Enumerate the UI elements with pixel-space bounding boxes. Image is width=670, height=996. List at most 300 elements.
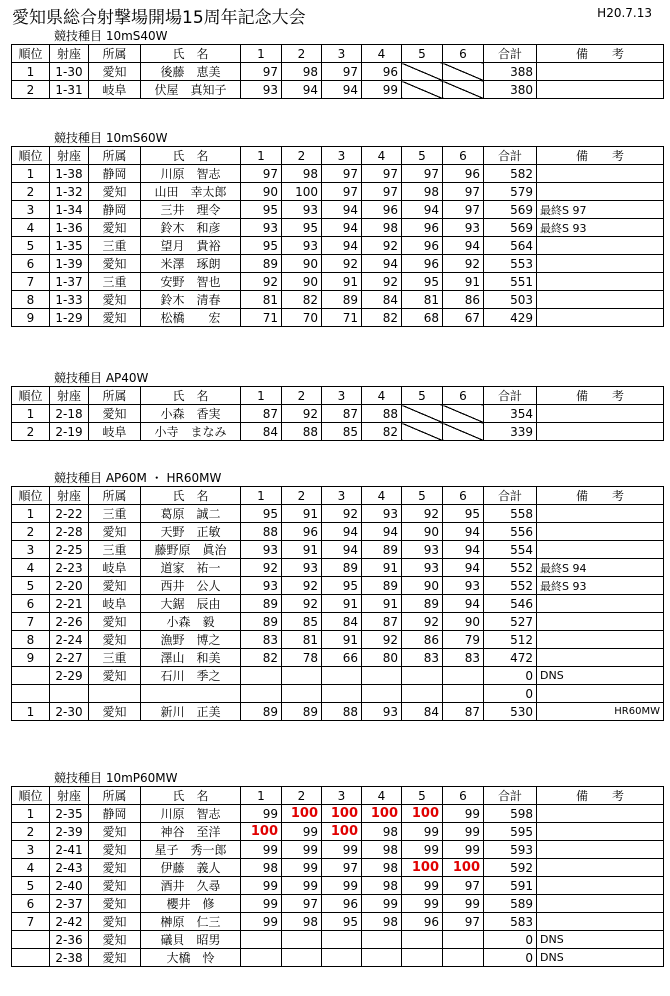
table-row	[12, 183, 664, 201]
score-cell: 70	[282, 309, 322, 327]
table-row	[12, 577, 664, 595]
note-cell	[537, 405, 664, 423]
score-cell: 99	[282, 859, 322, 877]
total-cell: 0	[484, 667, 537, 685]
total-cell: 582	[484, 165, 537, 183]
rank-cell: 8	[12, 291, 50, 309]
note-cell	[537, 291, 664, 309]
total-cell: 558	[484, 505, 537, 523]
score-cell: 98	[282, 63, 322, 81]
table-row	[12, 541, 664, 559]
score-cell: 93	[362, 505, 402, 523]
score-cell: 99	[362, 895, 402, 913]
score-cell: 100	[282, 805, 322, 823]
score-cell: 94	[322, 237, 362, 255]
score-cell: 84	[322, 613, 362, 631]
rank-cell: 7	[12, 913, 50, 931]
name-cell: 星子 秀一郎	[141, 841, 241, 859]
score-cell: 99	[402, 895, 443, 913]
column-header: 氏 名	[141, 387, 241, 405]
score-cell: 97	[241, 63, 282, 81]
score-cell: 98	[282, 913, 322, 931]
page-title: 愛知県総合射撃場開場15周年記念大会	[12, 8, 306, 28]
rank-cell: 2	[12, 423, 50, 441]
rank-cell: 1	[12, 405, 50, 423]
score-cell: 87	[241, 405, 282, 423]
column-header: 射座	[50, 487, 89, 505]
score-cell: 97	[443, 183, 484, 201]
score-cell: 86	[443, 291, 484, 309]
column-header: 2	[282, 147, 322, 165]
lane-cell: 2-29	[50, 667, 89, 685]
name-cell: 大鋸 辰由	[141, 595, 241, 613]
column-header: 備 考	[537, 147, 664, 165]
column-header: 1	[241, 147, 282, 165]
lane-cell: 1-35	[50, 237, 89, 255]
table-row	[12, 685, 664, 703]
team-cell: 愛知	[89, 667, 141, 685]
total-cell: 429	[484, 309, 537, 327]
score-cell: 92	[443, 255, 484, 273]
name-cell	[141, 685, 241, 703]
score-cell: 98	[362, 859, 402, 877]
score-cell: 92	[282, 577, 322, 595]
lane-cell: 1-34	[50, 201, 89, 219]
score-cell: 100	[443, 859, 484, 877]
total-cell: 593	[484, 841, 537, 859]
team-cell: 静岡	[89, 805, 141, 823]
score-cell: 99	[402, 841, 443, 859]
column-header: 4	[362, 45, 402, 63]
score-cell: 88	[282, 423, 322, 441]
lane-cell: 2-19	[50, 423, 89, 441]
header-row	[12, 387, 664, 405]
score-cell: 71	[322, 309, 362, 327]
total-cell: 552	[484, 577, 537, 595]
lane-cell: 1-32	[50, 183, 89, 201]
score-cell: 100	[322, 805, 362, 823]
team-cell: 愛知	[89, 823, 141, 841]
event-title: 競技種目 10mP60MW	[54, 771, 178, 785]
team-cell: 岐阜	[89, 423, 141, 441]
score-cell: 95	[282, 219, 322, 237]
score-cell: 92	[402, 613, 443, 631]
score-cell	[282, 667, 322, 685]
total-cell: 388	[484, 63, 537, 81]
score-cell	[443, 405, 484, 423]
score-cell: 97	[362, 165, 402, 183]
score-cell: 87	[322, 405, 362, 423]
total-cell: 503	[484, 291, 537, 309]
note-cell	[537, 505, 664, 523]
total-cell: 589	[484, 895, 537, 913]
rank-cell: 2	[12, 183, 50, 201]
score-cell	[241, 949, 282, 967]
score-cell	[443, 423, 484, 441]
name-cell: 新川 正美	[141, 703, 241, 721]
score-cell	[443, 931, 484, 949]
table-row	[12, 595, 664, 613]
score-cell: 99	[443, 823, 484, 841]
score-cell: 100	[402, 805, 443, 823]
team-cell: 愛知	[89, 183, 141, 201]
lane-cell: 1-36	[50, 219, 89, 237]
lane-cell: 2-35	[50, 805, 89, 823]
rank-cell: 1	[12, 703, 50, 721]
header-row	[12, 787, 664, 805]
score-cell: 88	[362, 405, 402, 423]
total-cell: 554	[484, 541, 537, 559]
note-cell	[537, 895, 664, 913]
rank-cell: 2	[12, 523, 50, 541]
rank-cell: 9	[12, 309, 50, 327]
score-cell: 90	[402, 523, 443, 541]
score-cell	[402, 667, 443, 685]
note-cell	[537, 649, 664, 667]
score-cell: 99	[282, 877, 322, 895]
score-cell: 98	[402, 183, 443, 201]
name-cell: 伊藤 義人	[141, 859, 241, 877]
score-cell: 80	[362, 649, 402, 667]
rank-cell: 1	[12, 63, 50, 81]
column-header: 備 考	[537, 487, 664, 505]
total-cell: 551	[484, 273, 537, 291]
score-cell: 89	[362, 541, 402, 559]
column-header: 4	[362, 487, 402, 505]
name-cell: 三井 理令	[141, 201, 241, 219]
score-cell	[443, 667, 484, 685]
column-header: 6	[443, 147, 484, 165]
table-row	[12, 81, 664, 99]
lane-cell: 2-18	[50, 405, 89, 423]
rank-cell: 5	[12, 237, 50, 255]
column-header: 備 考	[537, 387, 664, 405]
team-cell: 愛知	[89, 309, 141, 327]
team-cell: 静岡	[89, 165, 141, 183]
results-table	[11, 146, 664, 327]
note-cell: DNS	[537, 949, 664, 967]
name-cell: 澤山 和美	[141, 649, 241, 667]
score-cell: 99	[241, 841, 282, 859]
rank-cell: 3	[12, 541, 50, 559]
score-cell	[322, 685, 362, 703]
rank-cell: 9	[12, 649, 50, 667]
team-cell: 愛知	[89, 877, 141, 895]
column-header: 射座	[50, 147, 89, 165]
rank-cell	[12, 667, 50, 685]
score-cell: 89	[322, 291, 362, 309]
score-cell: 99	[282, 841, 322, 859]
name-cell: 望月 貴裕	[141, 237, 241, 255]
score-cell: 82	[362, 423, 402, 441]
rank-cell: 5	[12, 877, 50, 895]
note-cell: 最終S 93	[537, 219, 664, 237]
score-cell	[402, 949, 443, 967]
rank-cell: 1	[12, 505, 50, 523]
name-cell: 榊原 仁三	[141, 913, 241, 931]
lane-cell: 2-38	[50, 949, 89, 967]
total-cell: 556	[484, 523, 537, 541]
rank-cell: 5	[12, 577, 50, 595]
score-cell	[362, 685, 402, 703]
score-cell: 96	[322, 895, 362, 913]
score-cell: 78	[282, 649, 322, 667]
column-header: 2	[282, 487, 322, 505]
score-cell: 94	[322, 81, 362, 99]
score-cell: 83	[402, 649, 443, 667]
lane-cell: 2-43	[50, 859, 89, 877]
team-cell: 岐阜	[89, 81, 141, 99]
column-header: 3	[322, 147, 362, 165]
score-cell: 93	[402, 541, 443, 559]
name-cell: 大橋 怜	[141, 949, 241, 967]
total-cell: 595	[484, 823, 537, 841]
column-header: 5	[402, 45, 443, 63]
score-cell: 94	[322, 201, 362, 219]
score-cell: 96	[402, 219, 443, 237]
score-cell: 66	[322, 649, 362, 667]
score-cell: 92	[362, 631, 402, 649]
column-header: 備 考	[537, 45, 664, 63]
score-cell: 96	[362, 63, 402, 81]
score-cell: 93	[443, 577, 484, 595]
column-header: 4	[362, 387, 402, 405]
lane-cell: 2-41	[50, 841, 89, 859]
score-cell: 68	[402, 309, 443, 327]
column-header: 6	[443, 487, 484, 505]
name-cell: 後藤 恵美	[141, 63, 241, 81]
rank-cell: 1	[12, 805, 50, 823]
table-row	[12, 841, 664, 859]
column-header: 氏 名	[141, 45, 241, 63]
score-cell: 92	[362, 273, 402, 291]
table-row	[12, 201, 664, 219]
note-cell	[537, 841, 664, 859]
lane-cell: 1-37	[50, 273, 89, 291]
column-header: 合計	[484, 387, 537, 405]
team-cell: 愛知	[89, 219, 141, 237]
team-cell: 岐阜	[89, 595, 141, 613]
score-cell: 92	[241, 273, 282, 291]
name-cell: 櫻井 修	[141, 895, 241, 913]
rank-cell: 7	[12, 273, 50, 291]
column-header: 氏 名	[141, 487, 241, 505]
column-header: 4	[362, 787, 402, 805]
score-cell: 94	[443, 559, 484, 577]
name-cell: 道家 祐一	[141, 559, 241, 577]
score-cell: 90	[443, 613, 484, 631]
score-cell: 99	[443, 841, 484, 859]
table-row	[12, 423, 664, 441]
name-cell: 川原 智志	[141, 805, 241, 823]
team-cell: 三重	[89, 541, 141, 559]
score-cell: 95	[241, 505, 282, 523]
score-cell: 99	[241, 913, 282, 931]
note-cell	[537, 631, 664, 649]
score-cell: 94	[282, 81, 322, 99]
score-cell: 83	[241, 631, 282, 649]
team-cell: 静岡	[89, 201, 141, 219]
rank-cell: 7	[12, 613, 50, 631]
score-cell: 91	[322, 595, 362, 613]
score-cell: 95	[241, 237, 282, 255]
lane-cell: 1-31	[50, 81, 89, 99]
rank-cell: 1	[12, 165, 50, 183]
name-cell: 山田 幸太郎	[141, 183, 241, 201]
score-cell: 94	[443, 595, 484, 613]
table-row	[12, 405, 664, 423]
total-cell: 354	[484, 405, 537, 423]
name-cell: 小寺 まなみ	[141, 423, 241, 441]
column-header: 合計	[484, 487, 537, 505]
score-cell: 96	[402, 255, 443, 273]
lane-cell: 2-39	[50, 823, 89, 841]
lane-cell: 2-42	[50, 913, 89, 931]
team-cell: 岐阜	[89, 559, 141, 577]
results-table	[11, 44, 664, 99]
column-header: 合計	[484, 787, 537, 805]
header-row	[12, 487, 664, 505]
table-row	[12, 559, 664, 577]
score-cell: 97	[443, 913, 484, 931]
score-cell: 91	[362, 559, 402, 577]
note-cell	[537, 165, 664, 183]
team-cell: 愛知	[89, 523, 141, 541]
score-cell: 92	[322, 505, 362, 523]
score-cell: 95	[241, 201, 282, 219]
name-cell: 米澤 琢朗	[141, 255, 241, 273]
score-cell	[402, 63, 443, 81]
score-cell: 98	[362, 219, 402, 237]
score-cell: 99	[241, 805, 282, 823]
score-cell	[322, 949, 362, 967]
column-header: 5	[402, 487, 443, 505]
score-cell: 97	[241, 165, 282, 183]
note-cell	[537, 423, 664, 441]
note-cell	[537, 237, 664, 255]
total-cell: 527	[484, 613, 537, 631]
lane-cell: 1-30	[50, 63, 89, 81]
score-cell: 98	[362, 877, 402, 895]
column-header: 1	[241, 45, 282, 63]
lane-cell: 2-40	[50, 877, 89, 895]
score-cell: 97	[322, 183, 362, 201]
score-cell: 91	[443, 273, 484, 291]
table-row	[12, 667, 664, 685]
column-header: 合計	[484, 45, 537, 63]
lane-cell: 2-27	[50, 649, 89, 667]
score-cell: 94	[322, 541, 362, 559]
rank-cell: 2	[12, 823, 50, 841]
total-cell: 569	[484, 201, 537, 219]
score-cell: 100	[322, 823, 362, 841]
score-cell: 93	[402, 559, 443, 577]
total-cell: 512	[484, 631, 537, 649]
score-cell	[402, 423, 443, 441]
score-cell: 93	[362, 703, 402, 721]
score-cell: 93	[443, 219, 484, 237]
score-cell: 91	[322, 273, 362, 291]
score-cell: 89	[241, 595, 282, 613]
note-cell	[537, 255, 664, 273]
date-label: H20.7.13	[597, 6, 652, 20]
rank-cell: 8	[12, 631, 50, 649]
rank-cell	[12, 931, 50, 949]
rank-cell: 2	[12, 81, 50, 99]
name-cell: 小森 香実	[141, 405, 241, 423]
team-cell: 愛知	[89, 577, 141, 595]
score-cell: 96	[443, 165, 484, 183]
name-cell: 安野 智也	[141, 273, 241, 291]
column-header: 6	[443, 45, 484, 63]
note-cell	[537, 81, 664, 99]
column-header: 6	[443, 387, 484, 405]
table-row	[12, 823, 664, 841]
total-cell: 0	[484, 685, 537, 703]
total-cell: 546	[484, 595, 537, 613]
name-cell: 藤野原 眞治	[141, 541, 241, 559]
column-header: 4	[362, 147, 402, 165]
table-row	[12, 649, 664, 667]
score-cell: 84	[241, 423, 282, 441]
score-cell	[322, 667, 362, 685]
score-cell: 97	[443, 201, 484, 219]
name-cell: 小森 毅	[141, 613, 241, 631]
score-cell: 94	[362, 255, 402, 273]
header-row	[12, 147, 664, 165]
event-title: 競技種目 10mS60W	[54, 131, 168, 145]
score-cell: 98	[362, 823, 402, 841]
note-cell	[537, 595, 664, 613]
score-cell	[362, 931, 402, 949]
score-cell	[362, 667, 402, 685]
total-cell: 583	[484, 913, 537, 931]
score-cell: 96	[402, 237, 443, 255]
score-cell: 90	[402, 577, 443, 595]
score-cell: 90	[282, 273, 322, 291]
score-cell: 89	[282, 703, 322, 721]
column-header: 順位	[12, 147, 50, 165]
table-row	[12, 631, 664, 649]
table-row	[12, 805, 664, 823]
score-cell: 82	[282, 291, 322, 309]
score-cell: 94	[443, 237, 484, 255]
table-row	[12, 505, 664, 523]
score-cell	[443, 685, 484, 703]
lane-cell: 2-24	[50, 631, 89, 649]
note-cell	[537, 541, 664, 559]
score-cell: 96	[282, 523, 322, 541]
score-cell: 99	[241, 877, 282, 895]
column-header: 2	[282, 787, 322, 805]
score-cell: 99	[282, 823, 322, 841]
column-header: 3	[322, 387, 362, 405]
score-cell: 94	[362, 523, 402, 541]
lane-cell: 2-26	[50, 613, 89, 631]
table-row	[12, 309, 664, 327]
team-cell: 愛知	[89, 703, 141, 721]
score-cell	[443, 81, 484, 99]
score-cell: 91	[322, 631, 362, 649]
score-cell: 97	[282, 895, 322, 913]
lane-cell: 2-30	[50, 703, 89, 721]
column-header: 2	[282, 45, 322, 63]
team-cell: 三重	[89, 505, 141, 523]
score-cell	[443, 63, 484, 81]
name-cell: 伏屋 真知子	[141, 81, 241, 99]
column-header: 5	[402, 147, 443, 165]
score-cell: 95	[322, 577, 362, 595]
